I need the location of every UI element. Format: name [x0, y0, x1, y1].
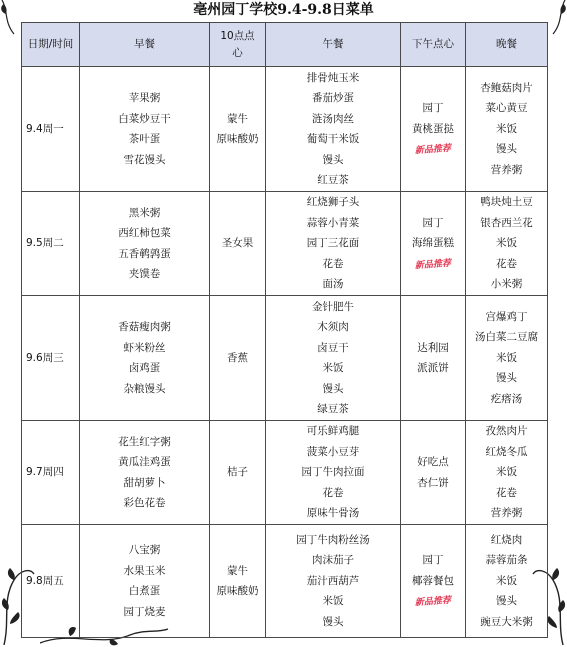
breakfast-item: 水果玉米	[123, 564, 166, 577]
breakfast-item: 花生红字粥	[118, 435, 171, 448]
breakfast-item: 雪花馒头	[123, 153, 166, 166]
dinner-item: 米饭	[496, 351, 517, 364]
header-date: 日期/时间	[22, 23, 80, 67]
morning-snack-item: 圣女果	[221, 237, 254, 250]
lunch-item: 蒜蓉小青菜	[306, 216, 360, 229]
breakfast-item: 白煮蛋	[128, 585, 161, 597]
menu-row	[22, 525, 548, 638]
lunch-item: 园丁牛肉粉丝汤	[296, 533, 370, 546]
new-product-badge: 新品推荐	[414, 144, 452, 157]
lunch-item: 原味牛骨汤	[306, 507, 360, 520]
breakfast-item: 彩色花卷	[123, 497, 166, 509]
lunch-item: 绿豆茶	[317, 403, 349, 415]
dinner-item: 鸭块炖土豆	[480, 196, 533, 209]
breakfast-cell	[80, 525, 210, 638]
lunch-item: 茄汁西葫芦	[306, 574, 360, 587]
dinner-item: 米饭	[496, 122, 517, 135]
menu-row	[22, 296, 548, 421]
menu-row	[22, 421, 548, 525]
dinner-item: 孜然肉片	[485, 425, 528, 438]
dinner-item: 汤白菜二豆腐	[475, 331, 538, 344]
morning-snack-cell	[210, 67, 266, 192]
breakfast-item: 茶叶蛋	[128, 133, 161, 145]
header-afternoon-snack: 下午点心	[401, 23, 466, 67]
new-product-badge: 新品推荐	[414, 258, 452, 271]
dinner-item: 馒头	[496, 372, 517, 385]
lunch-cell	[266, 296, 401, 421]
breakfast-item: 卤鸡蛋	[128, 362, 161, 374]
afternoon-snack-item: 园丁	[422, 216, 444, 229]
dinner-cell	[466, 525, 548, 638]
dinner-item: 豌豆大米粥	[480, 615, 533, 628]
afternoon-snack-item: 达利园	[417, 341, 449, 354]
lunch-item: 花卷	[322, 257, 344, 270]
afternoon-snack-item: 派派饼	[417, 362, 449, 374]
afternoon-snack-cell	[401, 192, 466, 296]
breakfast-item: 黑米粥	[128, 206, 161, 219]
header-row	[22, 23, 548, 67]
lunch-item: 园丁牛肉拉面	[301, 466, 365, 479]
dinner-item: 米饭	[496, 574, 517, 587]
breakfast-item: 虾米粉丝	[123, 341, 166, 354]
date-cell: 9.8周五	[22, 525, 80, 638]
lunch-item: 米饭	[322, 595, 344, 608]
lunch-item: 花卷	[322, 486, 344, 499]
lunch-item: 菠菜小豆芽	[306, 445, 360, 458]
morning-snack-item: 蒙牛	[227, 564, 248, 577]
breakfast-cell	[80, 296, 210, 421]
lunch-item: 排骨炖玉米	[306, 71, 360, 84]
lunch-item: 米饭	[322, 362, 344, 374]
afternoon-snack-item: 海绵蛋糕	[412, 237, 454, 250]
breakfast-cell	[80, 192, 210, 296]
morning-snack-item: 香蕉	[227, 351, 248, 364]
dinner-item: 营养粥	[490, 163, 523, 176]
lunch-item: 馒头	[322, 153, 344, 166]
lunch-cell	[266, 67, 401, 192]
afternoon-snack-cell	[401, 421, 466, 525]
dinner-item: 银杏西兰花	[480, 216, 533, 229]
afternoon-snack-item: 好吃点	[417, 456, 449, 468]
breakfast-item: 西红柿包菜	[118, 227, 171, 239]
breakfast-item: 八宝粥	[128, 544, 161, 556]
afternoon-snack-item: 椰蓉餐包	[412, 574, 454, 587]
dinner-item: 杏鲍菇肉片	[480, 81, 533, 94]
breakfast-item: 香菇瘦肉粥	[118, 321, 171, 333]
dinner-item: 花卷	[496, 486, 517, 499]
date-cell: 9.5周二	[22, 192, 80, 296]
morning-snack-cell	[210, 192, 266, 296]
morning-snack-item: 原味酸奶	[216, 585, 259, 597]
breakfast-item: 甜胡萝卜	[123, 476, 166, 489]
lunch-item: 园丁三花面	[306, 237, 360, 250]
afternoon-snack-item: 杏仁饼	[417, 476, 449, 489]
lunch-cell	[266, 192, 401, 296]
date-cell: 9.6周三	[22, 296, 80, 421]
dinner-item: 馒头	[496, 143, 517, 156]
lunch-item: 木须肉	[317, 321, 349, 333]
breakfast-item: 黄瓜洼鸡蛋	[118, 456, 171, 468]
header-morning-snack: 10点点心	[210, 23, 266, 67]
lunch-item: 番茄炒蛋	[312, 92, 354, 104]
morning-snack-item: 蒙牛	[227, 112, 248, 125]
morning-snack-cell	[210, 421, 266, 525]
date-cell: 9.7周四	[22, 421, 80, 525]
menu-title: 亳州园丁学校9.4-9.8日菜单	[193, 2, 374, 18]
breakfast-cell	[80, 67, 210, 192]
dinner-cell	[466, 192, 548, 296]
lunch-item: 馒头	[322, 615, 344, 628]
breakfast-item: 园丁烧麦	[123, 605, 166, 618]
dinner-item: 宫爆鸡丁	[485, 310, 528, 323]
breakfast-cell	[80, 421, 210, 525]
lunch-item: 涟汤肉丝	[312, 112, 354, 125]
dinner-item: 红烧肉	[490, 533, 523, 546]
menu-row	[22, 192, 548, 296]
dinner-item: 花卷	[496, 257, 517, 270]
breakfast-item: 白菜炒豆干	[118, 112, 171, 125]
dinner-cell	[466, 296, 548, 421]
breakfast-item: 夹馍卷	[128, 268, 161, 280]
header-lunch: 午餐	[266, 23, 401, 67]
dinner-item: 营养粥	[490, 507, 523, 520]
new-product-badge: 新品推荐	[414, 596, 452, 609]
dinner-cell	[466, 67, 548, 192]
lunch-item: 肉沫茄子	[312, 554, 354, 567]
breakfast-item: 苹果粥	[128, 92, 161, 104]
lunch-item: 面汤	[322, 278, 344, 291]
lunch-cell	[266, 525, 401, 638]
morning-snack-item: 原味酸奶	[216, 133, 259, 145]
dinner-item: 红烧冬瓜	[485, 445, 528, 458]
afternoon-snack-item: 园丁	[422, 102, 444, 115]
afternoon-snack-item: 园丁	[422, 554, 444, 567]
lunch-item: 红豆茶	[317, 174, 349, 186]
morning-snack-item: 桔子	[227, 466, 248, 479]
lunch-item: 卤豆干	[317, 341, 349, 354]
dinner-item: 馒头	[496, 595, 517, 608]
dinner-item: 小米粥	[490, 278, 523, 291]
date-cell: 9.4周一	[22, 67, 80, 192]
dinner-cell	[466, 421, 548, 525]
breakfast-item: 五香鹌鹑蛋	[118, 247, 171, 260]
menu-row	[22, 67, 548, 192]
lunch-item: 金针肥牛	[312, 300, 354, 313]
header-dinner: 晚餐	[466, 23, 548, 67]
lunch-item: 可乐鲜鸡腿	[306, 425, 360, 438]
afternoon-snack-cell	[401, 296, 466, 421]
menu-table	[21, 22, 548, 638]
dinner-item: 米饭	[496, 466, 517, 479]
afternoon-snack-cell	[401, 525, 466, 638]
breakfast-item: 杂粮馒头	[123, 382, 166, 395]
lunch-cell	[266, 421, 401, 525]
dinner-item: 米饭	[496, 237, 517, 250]
morning-snack-cell	[210, 525, 266, 638]
afternoon-snack-cell	[401, 67, 466, 192]
afternoon-snack-item: 黄桃蛋挞	[412, 122, 454, 135]
morning-snack-cell	[210, 296, 266, 421]
lunch-item: 馒头	[322, 382, 344, 395]
lunch-item: 葡萄干米饭	[306, 133, 360, 145]
dinner-item: 菜心黄豆	[485, 102, 528, 115]
dinner-item: 疙瘩汤	[490, 392, 523, 405]
lunch-item: 红烧狮子头	[306, 196, 360, 209]
dinner-item: 蒜蓉茄条	[485, 554, 528, 567]
header-breakfast: 早餐	[80, 23, 210, 67]
